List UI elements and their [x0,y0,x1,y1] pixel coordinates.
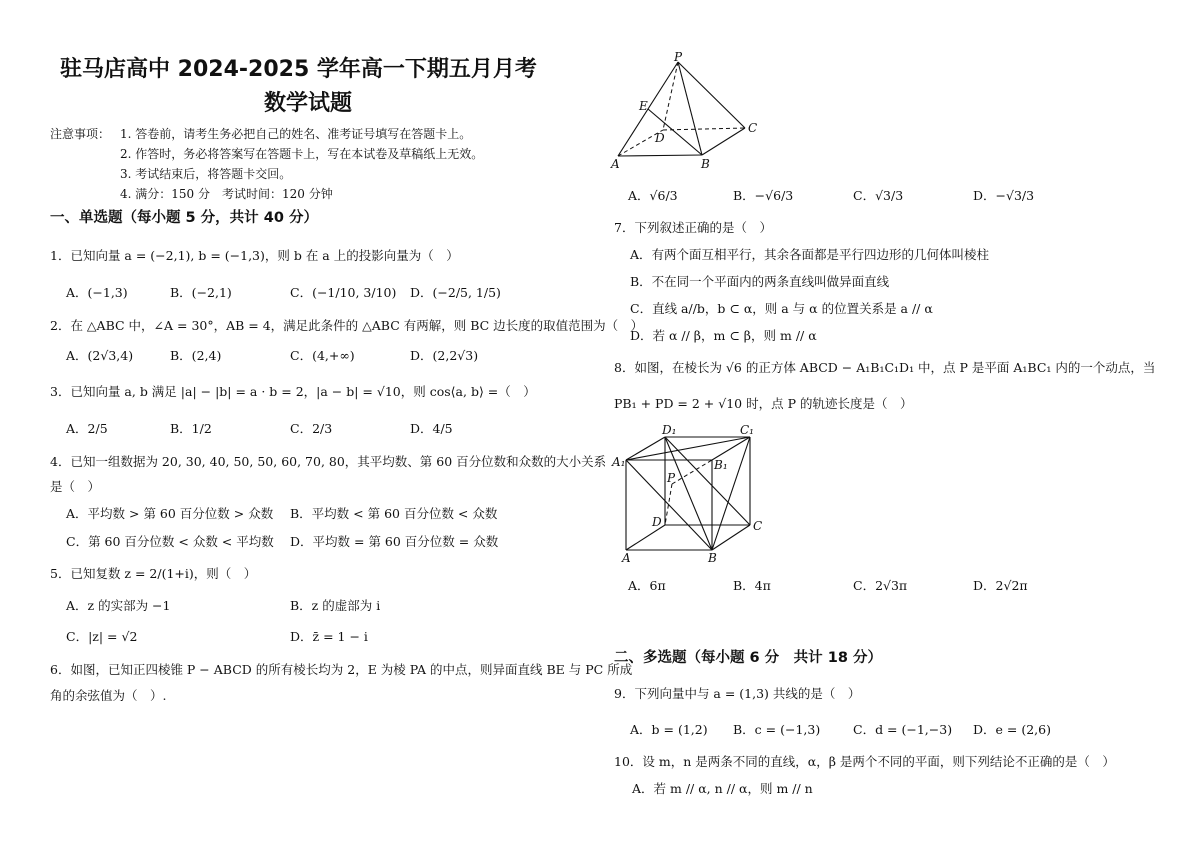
edge-bc [702,128,745,155]
q3-option-a: A．2/5 [66,421,108,436]
exam-title-line2: 数学试题 [264,91,353,116]
label-a: A [611,157,620,171]
notes-item-3: 3. 考试结束后，将答题卡交回。 [120,167,292,181]
notes-label: 注意事项： [50,127,111,141]
q9-stem: 9．下列向量中与 a = (1,3) 共线的是（ ） [614,686,861,701]
q5-option-b: B．z 的虚部为 i [290,598,381,613]
edge-pb [678,62,702,155]
q8-option-b: B．4π [733,578,771,593]
section-single-choice: 一、单选题（每小题 5 分，共计 40 分） [50,210,318,226]
diag-d1c [665,437,750,525]
q3-option-b: B．1/2 [170,421,212,436]
q3-option-d: D．4/5 [410,421,453,436]
label-c1: C₁ [740,424,754,437]
edge-pd-hidden [663,62,678,130]
q4-option-a: A．平均数 > 第 60 百分位数 > 众数 [66,506,274,521]
q9-option-b: B．c = (−1,3) [733,722,821,737]
exam-title-line1: 驻马店高中 2024-2025 学年高一下期五月月考 [60,57,537,82]
notes-item-1: 1. 答卷前，请考生务必把自己的姓名、准考证号填写在答题卡上。 [120,127,472,141]
label-c: C [753,519,763,533]
section-multiple-choice: 二、多选题（每小题 6 分 共计 18 分） [614,650,882,666]
q1-stem: 1．已知向量 a = (−2,1), b = (−1,3)，则 b 在 a 上的投影向量为（ ） [50,248,459,263]
q7-option-b: B．不在同一个平面内的两条直线叫做异面直线 [630,274,890,289]
q2-option-b: B．(2,4) [170,348,222,363]
q1-option-b: B．(−2,1) [170,285,232,300]
q1-option-d: D．(−2/5, 1/5) [410,285,501,300]
q5-option-c: C．|z| = √2 [66,629,138,644]
label-a1: A₁ [612,455,626,469]
q3-option-c: C．2/3 [290,421,333,436]
label-p: P [674,52,683,64]
q3-stem: 3．已知向量 a, b 满足 |a| − |b| = a · b = 2，|a − b| = √10，则 cos⟨a, b⟩ =（ ） [50,384,536,399]
diag-bc1 [712,437,750,550]
q5-option-a: A．z 的实部为 −1 [66,598,171,613]
q6-stem-line2: 角的余弦值为（ ）. [50,688,167,703]
label-b: B [708,551,717,565]
q9-option-d: D．e = (2,6) [973,722,1051,737]
q2-option-c: C．(4,+∞) [290,348,355,363]
q7-option-a: A．有两个面互相平行，其余各面都是平行四边形的几何体叫棱柱 [630,247,990,262]
q7-option-d: D．若 α // β，m ⊂ β，则 m // α [630,328,817,343]
q6-option-c: C．√3/3 [853,188,904,203]
edge-dc-hidden [663,128,745,130]
label-b: B [701,157,710,171]
q1-option-a: A．(−1,3) [66,285,128,300]
label-p: P [667,471,676,485]
q4-stem-line1: 4．已知一组数据为 20, 30, 40, 50, 50, 60, 70, 80，其平均数、第 60 百分位数和众数的大小关系 [50,454,607,469]
q5-option-d: D．z̄ = 1 − i [290,629,368,644]
q2-option-a: A．(2√3,4) [66,348,134,363]
q4-option-c: C．第 60 百分位数 < 众数 < 平均数 [66,534,274,549]
segment-pb1 [672,460,712,484]
q6-option-b: B．−√6/3 [733,188,794,203]
q8-stem-line1: 8．如图，在棱长为 √6 的正方体 ABCD − A₁B₁C₁D₁ 中，点 P 是平面 A₁BC₁ 内的一个动点，当 [614,360,1156,375]
q6-option-a: A．√6/3 [628,188,678,203]
label-c: C [748,121,758,135]
q8-option-d: D．2√2π [973,578,1028,593]
cube-figure [610,424,775,566]
q6-stem-line1: 6．如图，已知正四棱锥 P − ABCD 的所有棱长均为 2，E 为棱 PA 的中点，则异面直线 BE 与 PC 所成 [50,662,633,677]
q7-option-c: C．直线 a//b，b ⊂ α，则 a 与 α 的位置关系是 a // α [630,301,933,316]
edge-pc [678,62,745,128]
q2-stem: 2．在 △ABC 中，∠A = 30°，AB = 4，满足此条件的 △ABC 有两解，则 BC 边长度的取值范围为（ ） [50,318,644,333]
q6-option-d: D．−√3/3 [973,188,1035,203]
q8-stem-line2: PB₁ + PD = 2 + √10 时，点 P 的轨迹长度是（ ） [614,396,913,411]
q2-option-d: D．(2,2√3) [410,348,479,363]
notes-item-4: 4. 满分：150 分 考试时间：120 分钟 [120,187,333,201]
diag-d1b [665,437,712,550]
label-a: A [622,551,631,565]
label-d1: D₁ [662,424,677,437]
q8-option-a: A．6π [628,578,666,593]
q7-stem: 7．下列叙述正确的是（ ） [614,220,772,235]
label-b1: B₁ [714,458,728,472]
label-d: D [652,515,662,529]
q1-option-c: C．(−1/10, 3/10) [290,285,397,300]
edge-ab [618,155,702,156]
pyramid-figure [605,52,770,174]
q5-stem: 5．已知复数 z = 2/(1+i)，则（ ） [50,566,257,581]
q10-option-a: A．若 m // α, n // α，则 m // n [632,781,813,796]
label-d: D [655,131,665,145]
edge-bc [712,525,750,550]
notes-item-2: 2. 作答时，务必将答案写在答题卡上，写在本试卷及草稿纸上无效。 [120,147,484,161]
label-e: E [639,99,648,113]
q10-stem: 10．设 m，n 是两条不同的直线，α，β 是两个不同的平面，则下列结论不正确的是（ ） [614,754,1115,769]
q4-option-d: D．平均数 = 第 60 百分位数 = 众数 [290,534,499,549]
q9-option-c: C．d = (−1,−3) [853,722,953,737]
q8-option-c: C．2√3π [853,578,908,593]
q4-stem-line2: 是（ ） [50,479,101,494]
q9-option-a: A．b = (1,2) [630,722,708,737]
q4-option-b: B．平均数 < 第 60 百分位数 < 众数 [290,506,498,521]
